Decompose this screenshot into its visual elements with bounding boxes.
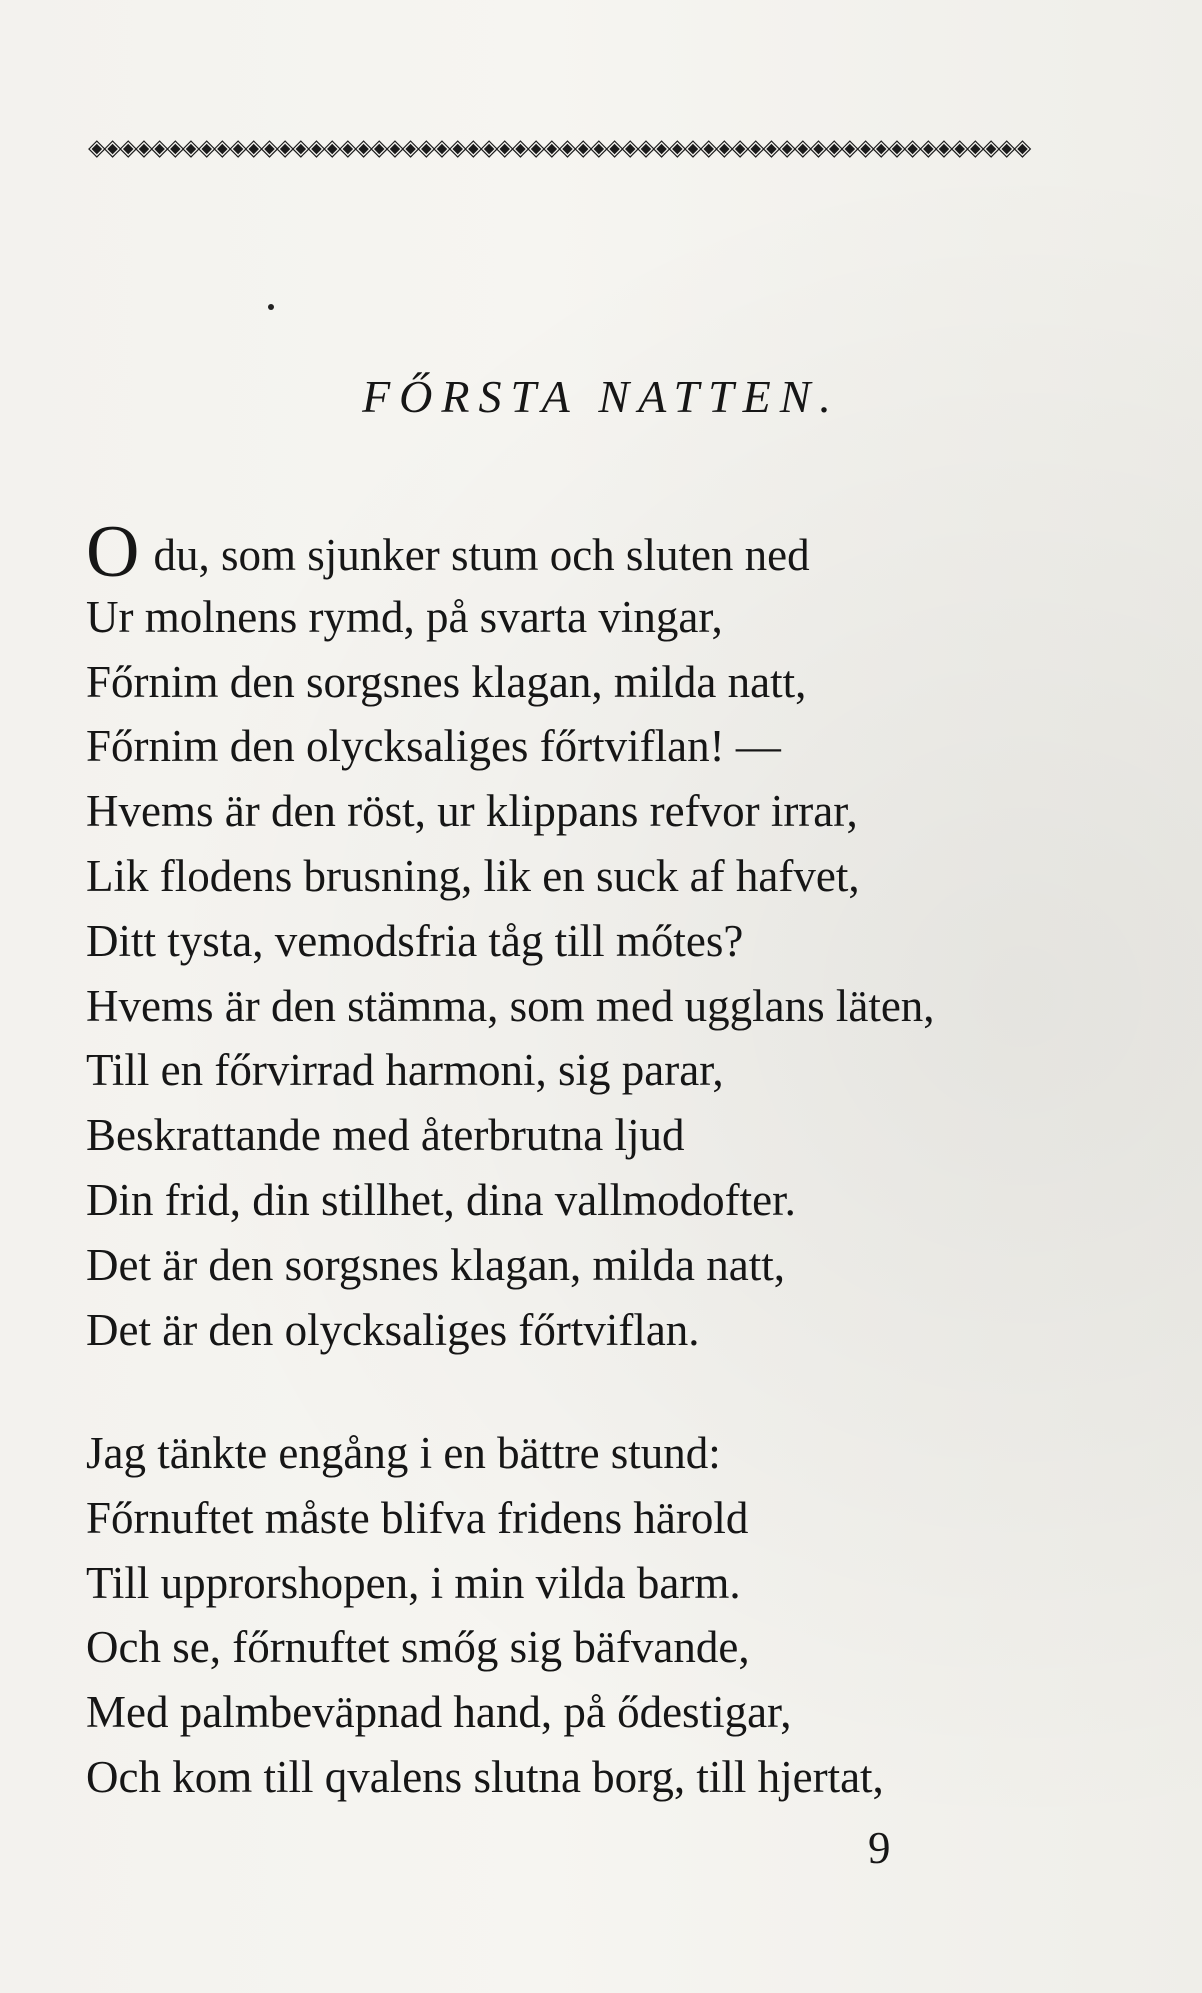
poem-line-1 <box>86 511 1086 593</box>
poem-line: Till en főrvirrad harmoni, sig parar, <box>86 1045 724 1096</box>
poem-line: Hvems är den stämma, som med ugglans läten, <box>86 980 935 1031</box>
poem-line: Főrnim den olycksaliges főrtviflan! — <box>86 721 781 772</box>
ornamental-rule: ◈◈◈◈◈◈◈◈◈◈◈◈◈◈◈◈◈◈◈◈◈◈◈◈◈◈◈◈◈◈◈◈◈◈◈◈◈◈◈◈◈◈◈◈◈◈◈◈◈◈◈◈◈◈◈◈◈◈◈◈ <box>88 135 1030 161</box>
poem-line: Ditt tysta, vemodsfria tåg till mőtes? <box>86 915 744 966</box>
poem-line: Jag tänkte engång i en bättre stund: <box>86 1428 721 1478</box>
poem-line: Med palmbeväpnad hand, på ődestigar, <box>86 1687 792 1738</box>
page-number: 9 <box>868 1823 891 1873</box>
poem-line: Ur molnens rymd, på svarta vingar, <box>86 591 723 642</box>
stanza-2 <box>86 1421 1086 1810</box>
poem-line: Főrnuftet måste blifva fridens härold <box>86 1492 749 1543</box>
poem-line: Och se, főrnuftet smőg sig bäfvande, <box>86 1622 750 1673</box>
stanza-1 <box>86 511 1086 1362</box>
poem-line-text: du, som sjunker stum och sluten ned <box>153 530 810 580</box>
poem-line: Din frid, din stillhet, dina vallmodofter. <box>86 1174 796 1225</box>
poem-line: Lik flodens brusning, lik en suck af hafvet, <box>86 850 860 901</box>
poem-line: Det är den sorgsnes klagan, milda natt, <box>86 1239 785 1290</box>
poem-line: Till upprorshopen, i min vilda barm. <box>86 1557 741 1608</box>
poem-line: Beskrattande med återbrutna ljud <box>86 1110 685 1161</box>
poem-line: Det är den olycksaliges főrtviflan. <box>86 1304 700 1355</box>
decorative-dot <box>268 304 274 310</box>
poem-line: Och kom till qvalens slutna borg, till hjertat, <box>86 1751 884 1802</box>
drop-cap: O <box>86 511 140 593</box>
chapter-title: FŐRSTA NATTEN. <box>362 371 840 422</box>
poem-line: Hvems är den röst, ur klippans refvor irrar, <box>86 786 858 837</box>
poem-line: Főrnim den sorgsnes klagan, milda natt, <box>86 656 807 707</box>
